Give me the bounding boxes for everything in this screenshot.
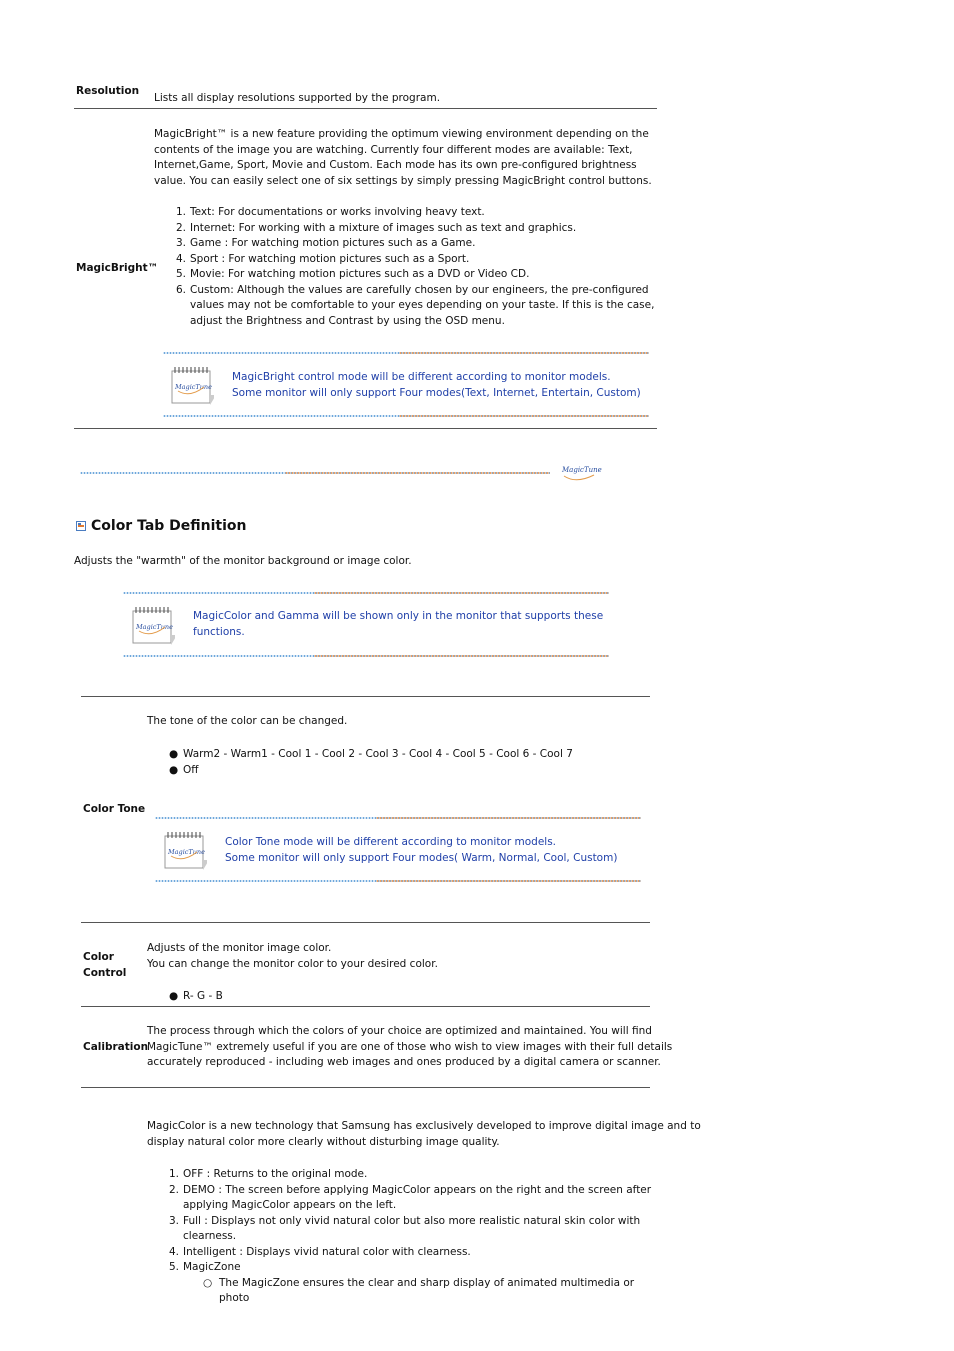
divider <box>81 696 650 697</box>
magicbright-label: MagicBright™ <box>76 262 159 274</box>
divider <box>81 1087 650 1088</box>
list-item: 4. Sport : For watching motion pictures such as a Sport. <box>175 252 470 265</box>
resolution-text: Lists all display resolutions supported by the program. <box>154 92 441 104</box>
notepad-icon <box>131 605 175 645</box>
dotted-separator <box>163 415 649 417</box>
divider <box>81 1006 650 1007</box>
list-item: 2. Internet: For working with a mixture of images such as text and graphics. <box>175 221 577 234</box>
notepad-icon <box>170 365 214 405</box>
dotted-separator <box>123 592 609 594</box>
list-item: ● R- G - B <box>169 990 223 1002</box>
magictune-logo: MagicTune <box>562 466 602 474</box>
dotted-separator <box>123 655 609 657</box>
divider <box>81 922 650 923</box>
color-control-label: Color Control <box>83 951 127 979</box>
section-bullet-icon <box>76 521 86 531</box>
list-item: 3. Full : Displays not only vivid natural color but also more realistic natural skin color with clearness. <box>168 1214 641 1242</box>
color-tab-note: MagicColor and Gamma will be shown only in the monitor that supports these functions. <box>193 610 604 638</box>
calibration-text: The process through which the colors of your choice are optimized and maintained. You will find MagicTune™ extremely useful if you are one of those who wish to view images with their full details accurately reproduced - including web images and ones produced by a digital camera or scanner. <box>147 1025 673 1068</box>
list-item: 6. Custom: Although the values are carefully chosen by our engineers, the pre-configured values may not be comfortable to your eyes depending on your taste. If this is the case, adjust the Brightness and Contrast by using the OSD menu. <box>175 283 655 327</box>
divider <box>74 428 657 429</box>
list-item: 2. DEMO : The screen before applying MagicColor appears on the right and the screen after applying MagicColor appears on the left. <box>168 1183 652 1211</box>
color-control-list <box>169 989 223 1005</box>
list-item: ● Warm2 - Warm1 - Cool 1 - Cool 2 - Cool 3 - Cool 4 - Cool 5 - Cool 6 - Cool 7 <box>169 748 573 760</box>
dotted-separator <box>155 880 641 882</box>
logo-swoosh-icon <box>562 474 598 484</box>
resolution-label: Resolution <box>76 85 140 97</box>
magicbright-note: MagicBright control mode will be different according to monitor models. Some monitor will only support Four modes(Text, Internet, Entertain, Custom) <box>232 371 641 399</box>
magicbright-list <box>175 205 655 329</box>
list-item: 1. Text: For documentations or works involving heavy text. <box>175 206 485 218</box>
color-tab-desc: Adjusts the "warmth" of the monitor background or image color. <box>74 555 412 567</box>
divider <box>74 108 657 109</box>
svg-text:MagicTune: MagicTune <box>175 383 212 391</box>
dotted-separator <box>80 472 550 474</box>
list-item: 5. Movie: For watching motion pictures such as a DVD or Video CD. <box>175 268 530 280</box>
color-control-text: Adjusts of the monitor image color. You can change the monitor color to your desired color. <box>147 942 438 970</box>
section-title: Color Tab Definition <box>91 518 247 534</box>
sub-list-item: ○ The MagicZone ensures the clear and sharp display of animated multimedia or photo <box>203 1276 635 1304</box>
magiccolor-intro: MagicColor is a new technology that Samsung has exclusively developed to improve digital image and to display natural color more clearly without disturbing image quality. <box>147 1120 701 1148</box>
notepad-icon <box>163 830 207 870</box>
list-item: 1. OFF : Returns to the original mode. <box>168 1168 368 1180</box>
magicbright-intro: MagicBright™ is a new feature providing the optimum viewing environment depending on the contents of the image you are watching. Currently four different modes are available: Text, Internet,Game, Sport, Movie and Custom. Each mode has its own pre-configured brightness value. You can easily select one of six settings by simply pressing MagicBright control buttons. <box>154 128 652 187</box>
calibration-label: Calibration <box>83 1041 149 1053</box>
magiccolor-list <box>168 1167 653 1307</box>
color-tone-text: The tone of the color can be changed. <box>147 715 348 727</box>
svg-text:MagicTune: MagicTune <box>168 848 205 856</box>
svg-text:MagicTune: MagicTune <box>136 623 173 631</box>
list-item: 4. Intelligent : Displays vivid natural color with clearness. <box>168 1245 471 1258</box>
color-tone-label: Color Tone <box>83 803 146 815</box>
list-item: 5. MagicZone <box>168 1261 241 1273</box>
dotted-separator <box>163 352 649 354</box>
dotted-separator <box>155 817 641 819</box>
list-item: ● Off <box>169 763 199 776</box>
color-tone-list <box>169 747 643 778</box>
color-tone-note: Color Tone mode will be different according to monitor models. Some monitor will only support Four modes( Warm, Normal, Cool, Custom) <box>225 836 618 864</box>
list-item: 3. Game : For watching motion pictures such as a Game. <box>175 237 476 249</box>
